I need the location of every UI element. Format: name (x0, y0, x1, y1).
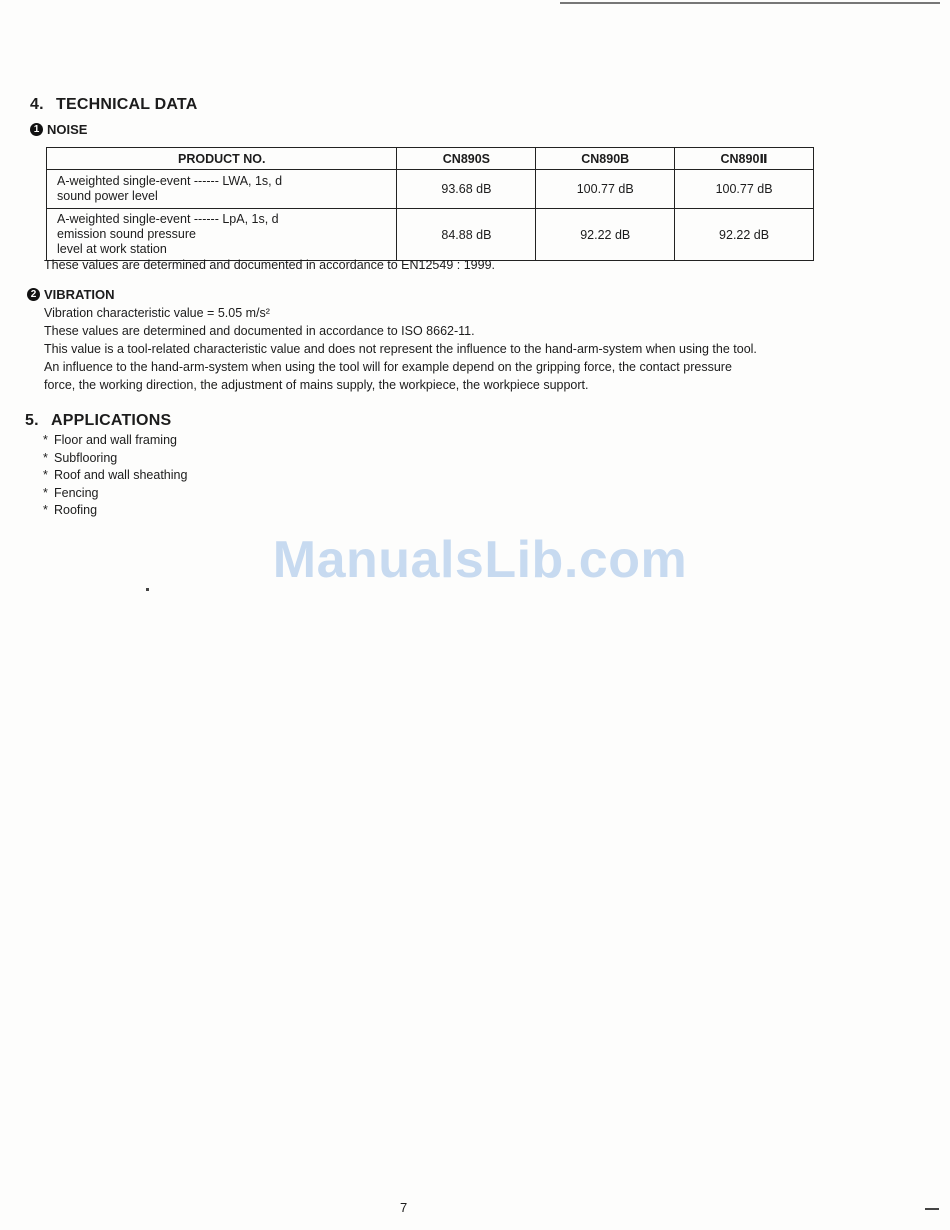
table-cell-value: 92.22 dB (675, 209, 814, 261)
asterisk-bullet-icon: * (43, 468, 48, 483)
asterisk-bullet-icon: * (43, 503, 48, 518)
noise-note: These values are determined and documented in accordance to EN12549 : 1999. (44, 258, 495, 272)
header-cn890b: CN890B (536, 148, 675, 170)
subheading-label: VIBRATION (44, 287, 115, 302)
list-item (43, 485, 187, 503)
table-row (47, 170, 814, 209)
description-line: sound power level (57, 189, 158, 203)
table-cell-value: 100.77 dB (675, 170, 814, 209)
watermark: ManualsLib.com (272, 531, 688, 589)
table-cell-value: 84.88 dB (397, 209, 536, 261)
circled-number-icon: 2 (27, 288, 40, 301)
subheading-vibration (27, 287, 115, 302)
circled-number-icon: 1 (30, 123, 43, 136)
vibration-text (44, 304, 834, 394)
scan-edge-line (560, 2, 940, 4)
row-description (47, 209, 397, 261)
asterisk-bullet-icon: * (43, 450, 48, 465)
section-title: APPLICATIONS (51, 412, 172, 429)
header-cn890ii: CN890Ⅱ (675, 148, 814, 170)
asterisk-bullet-icon: * (43, 433, 48, 447)
list-item (43, 502, 187, 520)
section-heading-technical-data (30, 96, 197, 114)
list-item-label: Roof and wall sheathing (54, 468, 188, 483)
description-line: A-weighted single-event ------ LpA, 1s, d (57, 212, 279, 226)
section-heading-applications (25, 412, 171, 430)
table-row (47, 209, 814, 261)
table-cell-value: 93.68 dB (397, 170, 536, 209)
table-header-row (47, 148, 814, 170)
vibration-line: These values are determined and documented in accordance to ISO 8662-11. (44, 324, 475, 338)
list-item (43, 467, 187, 485)
subheading-noise (30, 122, 87, 137)
header-cn890s: CN890S (397, 148, 536, 170)
page-number: 7 (400, 1200, 408, 1215)
list-item-label: Roofing (54, 503, 98, 518)
header-product-no: PRODUCT NO. (47, 148, 397, 170)
vibration-line: An influence to the hand-arm-system when using the tool will for example depend on the gripping force, the contact pressure (44, 360, 732, 374)
section-number: 4. (30, 96, 44, 113)
section-title: TECHNICAL DATA (56, 96, 198, 113)
list-item-label: Subflooring (54, 450, 118, 465)
scan-speck (925, 1208, 939, 1210)
row-description (47, 170, 397, 209)
table-cell-value: 92.22 dB (536, 209, 675, 261)
noise-table (46, 147, 814, 261)
list-item-label: Fencing (54, 485, 99, 500)
applications-list (43, 432, 187, 520)
list-item-label: Floor and wall framing (54, 433, 177, 447)
list-item (43, 432, 187, 450)
description-line: level at work station (57, 242, 167, 256)
asterisk-bullet-icon: * (43, 485, 48, 500)
table-cell-value: 100.77 dB (536, 170, 675, 209)
subheading-label: NOISE (47, 122, 88, 137)
vibration-line: This value is a tool-related characteristic value and does not represent the influence to the hand-arm-system when using the tool. (44, 342, 757, 356)
description-line: emission sound pressure (57, 227, 196, 241)
section-number: 5. (25, 412, 39, 429)
description-line: A-weighted single-event ------ LWA, 1s, d (57, 174, 283, 188)
vibration-line: force, the working direction, the adjustment of mains supply, the workpiece, the workpiece support. (44, 378, 589, 392)
vibration-line: Vibration characteristic value = 5.05 m/s² (44, 306, 270, 320)
list-item (43, 450, 187, 468)
